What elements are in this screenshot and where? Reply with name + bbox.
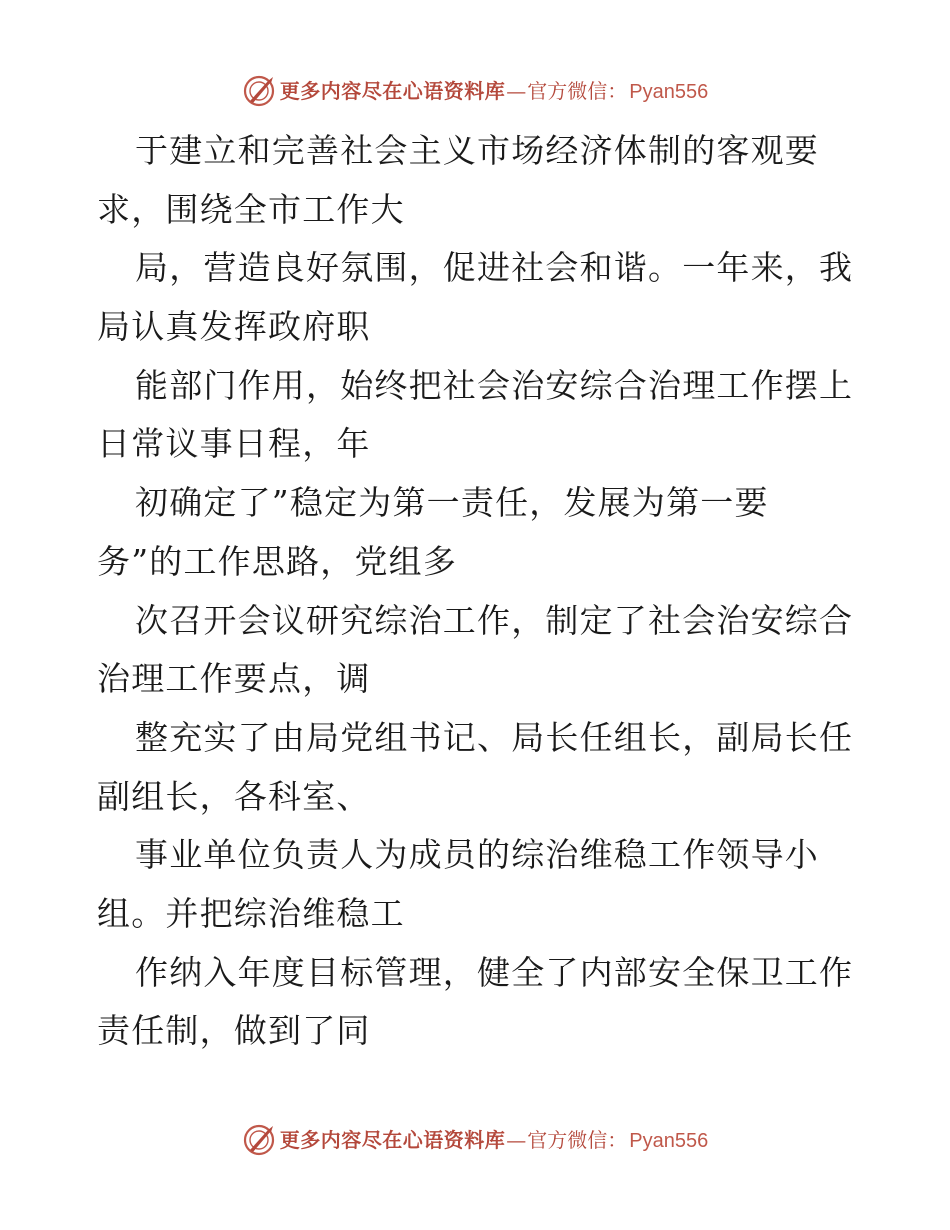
header-official-label: 官方微信： (527, 78, 628, 103)
body-line: 局认真发挥政府职 (97, 307, 371, 347)
body-line: 副组长，各科室、 (97, 776, 371, 816)
header-wechat-account: Pyan556 (629, 80, 709, 103)
footer-dash: — (506, 1127, 527, 1152)
body-line: 责任制，做到了同 (97, 1011, 371, 1051)
body-line: 初确定了”稳定为第一责任，发展为第一要 (135, 483, 769, 523)
footer-brand-text: 更多内容尽在心语资料库 (279, 1127, 506, 1152)
quill-pen-logo-icon (242, 74, 276, 108)
quill-pen-logo-icon (242, 1123, 276, 1157)
footer-banner-text (280, 1128, 708, 1153)
body-line: 于建立和完善社会主义市场经济体制的客观要 (135, 131, 819, 170)
document-body (97, 122, 857, 1061)
body-line: 整充实了由局党组书记、局长任组长，副局长任 (135, 717, 854, 757)
header-banner (0, 71, 950, 111)
header-banner-text (280, 79, 708, 104)
footer-banner (0, 1120, 950, 1160)
header-dash: — (506, 78, 527, 103)
body-line: 求，围绕全市工作大 (97, 189, 405, 229)
body-line: 组。并把综治维稳工 (97, 893, 405, 933)
body-line: 作纳入年度目标管理，健全了内部安全保卫工作 (135, 952, 854, 992)
body-line: 日常议事日程，年 (97, 424, 371, 464)
body-line: 治理工作要点，调 (97, 659, 371, 699)
body-line: 务”的工作思路，党组多 (97, 541, 458, 581)
body-line: 能部门作用，始终把社会治安综合治理工作摆上 (135, 365, 854, 405)
footer-official-label: 官方微信： (527, 1127, 628, 1152)
header-brand-text: 更多内容尽在心语资料库 (279, 78, 506, 103)
body-line: 事业单位负责人为成员的综治维稳工作领导小 (135, 835, 819, 875)
footer-wechat-account: Pyan556 (629, 1129, 709, 1152)
body-line: 局，营造良好氛围，促进社会和谐。一年来，我 (135, 248, 854, 288)
body-line: 次召开会议研究综治工作，制定了社会治安综合 (135, 600, 854, 640)
